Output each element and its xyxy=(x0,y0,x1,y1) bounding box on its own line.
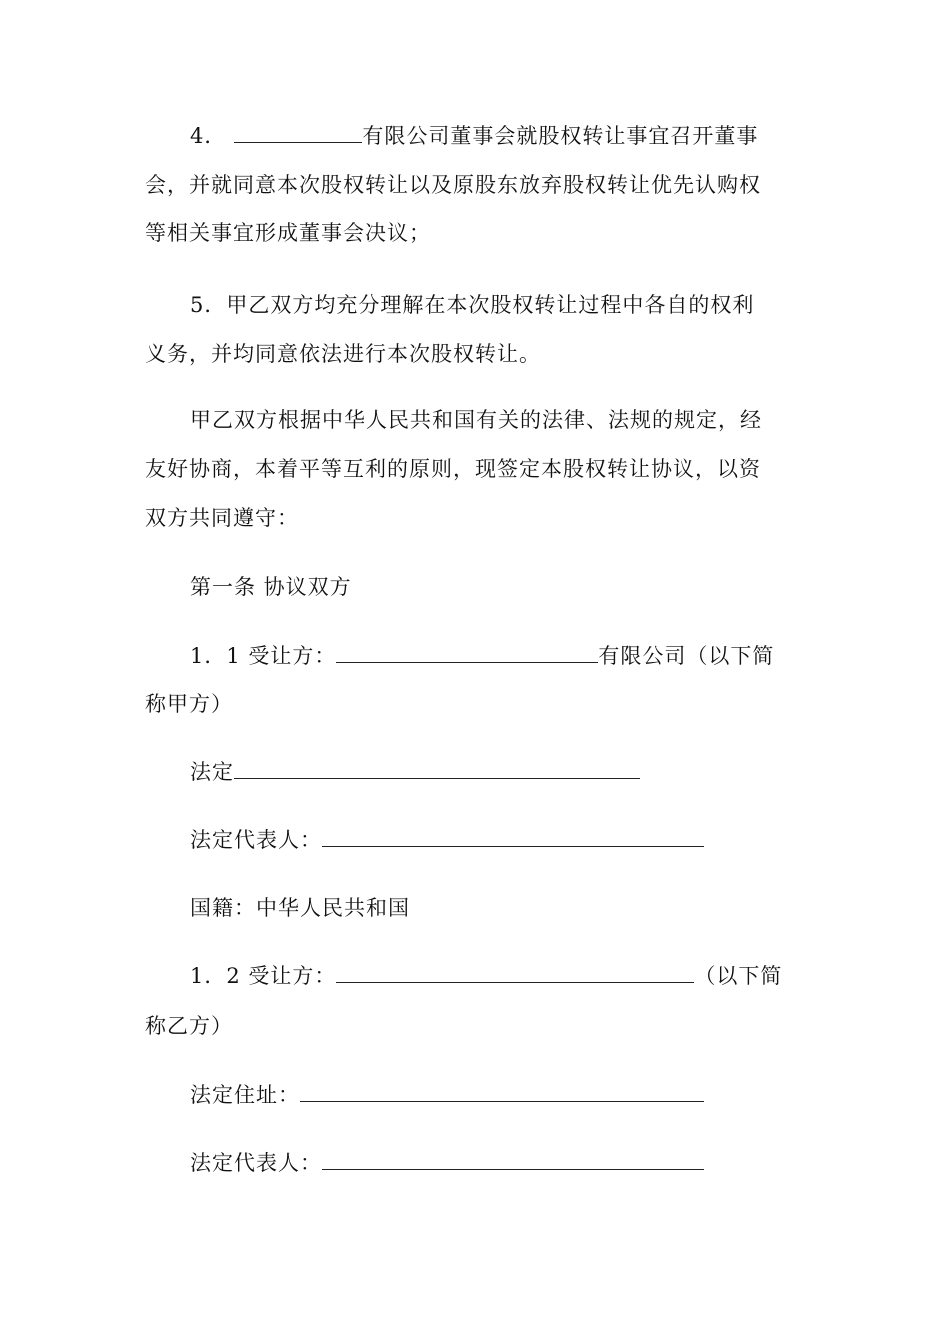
party-a-line-2: 称甲方） xyxy=(145,692,233,716)
party-b-name-blank xyxy=(336,962,694,983)
paragraph-4-line-2: 会，并就同意本次股权转让以及原股东放弃股权转让优先认购权 xyxy=(145,173,761,197)
party-b-rep-label: 法定代表人： xyxy=(190,1151,322,1175)
party-a-rep-label: 法定代表人： xyxy=(190,828,322,852)
party-a-address-line xyxy=(190,758,640,786)
party-b-address-line xyxy=(190,1081,704,1109)
paragraph-4-line-1 xyxy=(190,122,758,150)
party-b-line-2: 称乙方） xyxy=(145,1014,233,1038)
intro-line-2: 友好协商，本着平等互利的原则，现签定本股权转让协议，以资 xyxy=(145,457,761,481)
party-b-line-1 xyxy=(190,962,782,990)
party-a-rep-line xyxy=(190,826,704,854)
intro-line-1: 甲乙双方根据中华人民共和国有关的法律、法规的规定，经 xyxy=(190,408,762,432)
article-1-title: 第一条 协议双方 xyxy=(190,575,352,599)
item-number: 4． xyxy=(190,124,227,148)
party-a-address-blank xyxy=(234,758,640,779)
party-a-line-1 xyxy=(190,642,774,670)
party-b-label: 1．2 受让方： xyxy=(190,964,337,988)
intro-line-3: 双方共同遵守： xyxy=(145,506,299,530)
party-b-rep-line xyxy=(190,1149,704,1177)
paragraph-text: 有限公司董事会就股权转让事宜召开董事 xyxy=(362,124,759,148)
company-name-blank xyxy=(234,122,362,143)
party-a-name-blank xyxy=(336,642,598,663)
paragraph-4-line-3: 等相关事宜形成董事会决议； xyxy=(145,221,431,245)
party-a-nationality: 国籍：中华人民共和国 xyxy=(190,896,410,920)
party-a-label: 1．1 受让方： xyxy=(190,644,337,668)
party-a-rep-blank xyxy=(322,826,704,847)
party-a-address-label: 法定 xyxy=(190,760,234,784)
party-b-address-label: 法定住址： xyxy=(190,1083,300,1107)
party-b-suffix: （以下简 xyxy=(694,964,783,988)
paragraph-5-line-1: 5．甲乙双方均充分理解在本次股权转让过程中各自的权利 xyxy=(190,293,755,317)
paragraph-5-line-2: 义务，并均同意依法进行本次股权转让。 xyxy=(145,342,541,366)
party-b-rep-blank xyxy=(322,1149,704,1170)
party-b-address-blank xyxy=(300,1081,704,1102)
party-a-suffix: 有限公司（以下简 xyxy=(598,644,775,668)
